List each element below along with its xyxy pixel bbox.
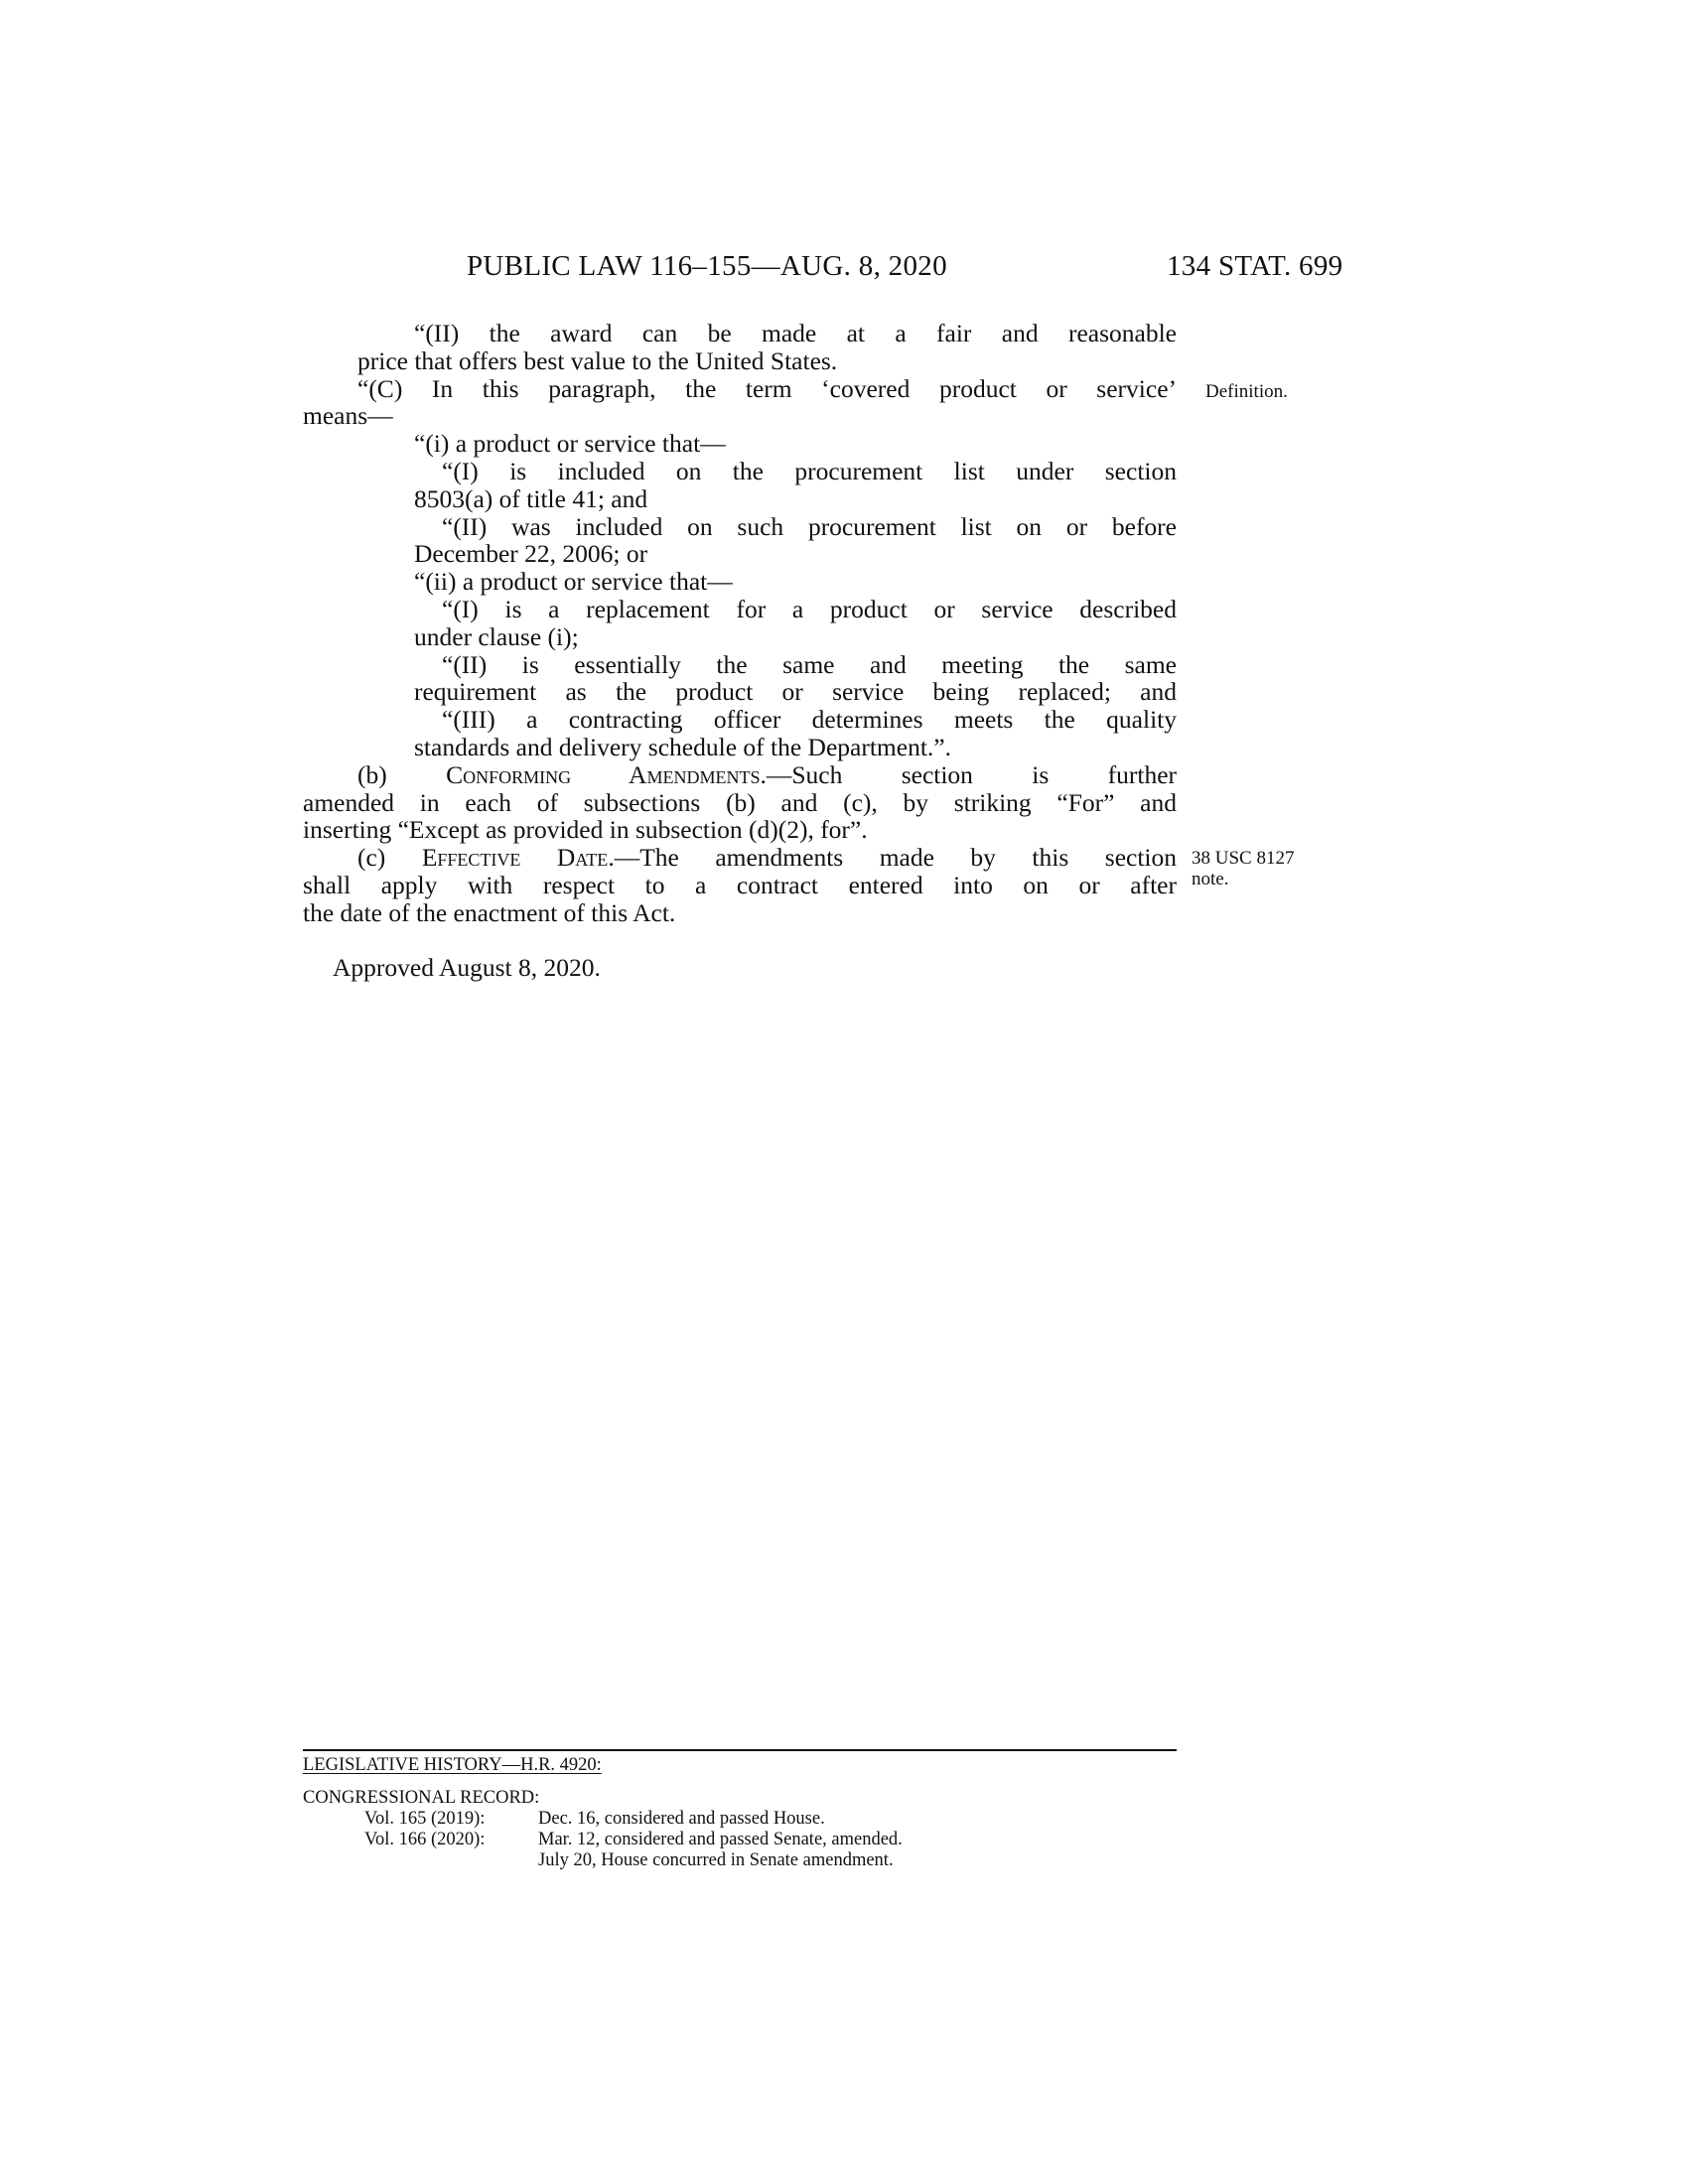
text-line: “(I) is included on the procurement list under section [442, 456, 1177, 485]
margin-note-usc-line: note. [1192, 869, 1229, 889]
subsection-label: (c) [357, 843, 422, 873]
text-line: standards and delivery schedule of the Department.”. [414, 732, 951, 761]
text-line: “(III) a contracting officer determines meets the quality [442, 705, 1177, 735]
footer-rule [303, 1749, 1177, 1751]
record-volume: Vol. 165 (2019): [364, 1809, 486, 1829]
congressional-record-label: CONGRESSIONAL RECORD: [303, 1788, 540, 1808]
record-entry [303, 1850, 1177, 1871]
subsection-label: (b) [357, 759, 447, 789]
text-line: 8503(a) of title 41; and [414, 483, 648, 513]
subsection-heading: Conforming Amendments [446, 759, 761, 789]
record-text: July 20, House concurred in Senate amendment. [538, 1850, 894, 1870]
margin-note-usc-line: 38 USC 8127 [1192, 848, 1295, 869]
running-head-title: PUBLIC LAW 116–155—AUG. 8, 2020 [467, 250, 947, 282]
record-text: Dec. 16, considered and passed House. [538, 1809, 825, 1829]
text-line: “(C) In this paragraph, the term ‘covered product or service’ [357, 373, 1177, 403]
record-volume: Vol. 166 (2020): [364, 1830, 486, 1849]
text-line: amended in each of subsections (b) and (c), by striking “For” and [303, 787, 1177, 817]
text-line: shall apply with respect to a contract entered into on or after [303, 870, 1177, 899]
text-line: inserting “Except as provided in subsection (d)(2), for”. [303, 815, 868, 845]
text-line: means— [303, 401, 393, 431]
text-line: price that offers best value to the United States. [357, 345, 838, 375]
statute-page-number: 134 STAT. 699 [1167, 250, 1343, 282]
legislative-history-heading: LEGISLATIVE HISTORY—H.R. 4920: [303, 1755, 602, 1775]
text-line: “(ii) a product or service that— [414, 567, 733, 597]
legislative-history [303, 1749, 1177, 1871]
text-line: requirement as the product or service being replaced; and [414, 677, 1177, 707]
text-line: “(II) was included on such procurement list on or before [442, 511, 1177, 541]
text-line: under clause (i); [414, 621, 579, 651]
text-line: December 22, 2006; or [414, 539, 648, 569]
record-entry [303, 1809, 1177, 1830]
paragraph-gap [303, 927, 1177, 954]
record-text: Mar. 12, considered and passed Senate, amended. [538, 1830, 903, 1849]
subsection-c-heading-line [303, 844, 1177, 872]
text-line: “(II) the award can be made at a fair and reasonable [414, 319, 1177, 347]
statute-body [303, 320, 1177, 981]
text-line: the date of the enactment of this Act. [303, 897, 676, 927]
text-line: “(I) is a replacement for a product or service described [442, 594, 1177, 623]
margin-note-definition: Definition. [1205, 381, 1288, 402]
text-fragment: .—The amendments made by this section [608, 843, 1177, 873]
approval-date: Approved August 8, 2020. [333, 952, 601, 982]
text-line: “(i) a product or service that— [414, 429, 726, 459]
subsection-heading: Effective Date [421, 843, 609, 873]
text-fragment: .—Such section is further [760, 759, 1178, 789]
page-header [0, 250, 1688, 290]
text-line: “(II) is essentially the same and meeting the same [442, 649, 1177, 679]
subsection-b-heading-line [303, 761, 1177, 789]
record-entry [303, 1830, 1177, 1850]
margin-note-usc [1192, 848, 1294, 889]
spacer [303, 1776, 1177, 1788]
